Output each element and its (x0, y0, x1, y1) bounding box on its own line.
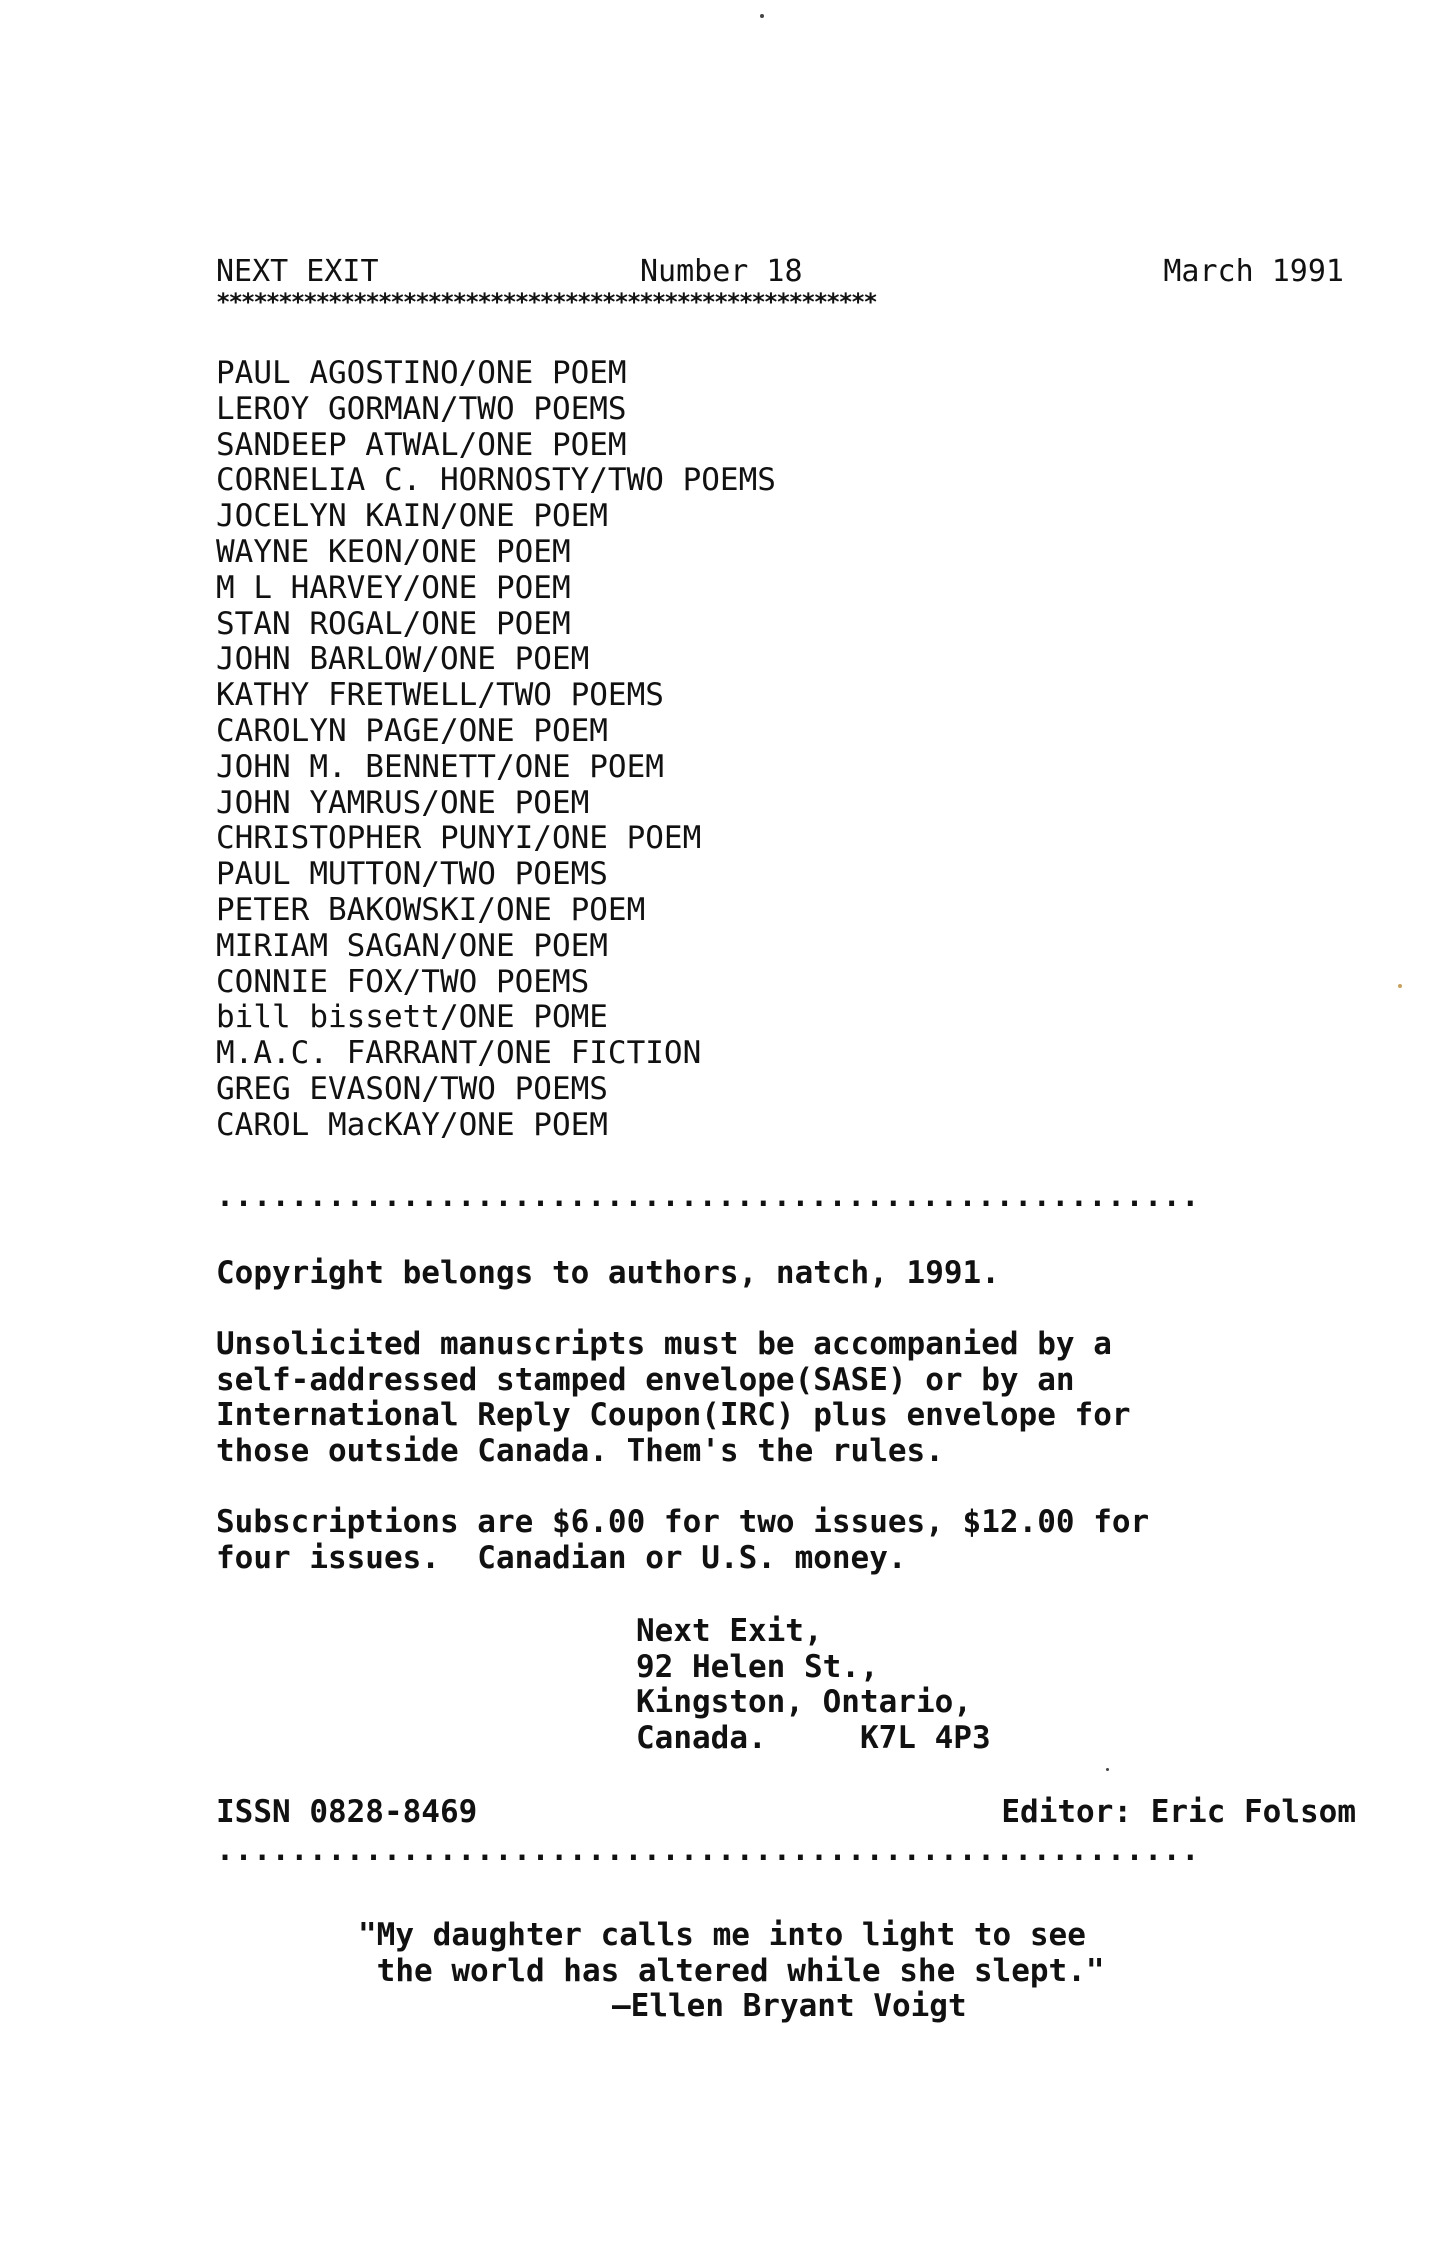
asterisk-rule: ***************************************************** (216, 290, 876, 314)
contents-item: JOCELYN KAIN/ONE POEM (216, 498, 608, 535)
document-page (216, 250, 1356, 2025)
subscription-info: Subscriptions are $6.00 for two issues, $12.00 for four issues. Canadian or U.S. money. (216, 1504, 1150, 1576)
contents-item: JOHN BARLOW/ONE POEM (216, 641, 590, 678)
contents-item: MIRIAM SAGAN/ONE POEM (216, 927, 608, 964)
submission-guidelines: Unsolicited manuscripts must be accompanied by a self-addressed stamped envelope(SASE) or by an International Reply Coupon(IRC) plus envelope for those outside Canada. Them's the rules. (216, 1326, 1131, 1469)
dotted-divider: ..................................................... (216, 1181, 1200, 1212)
contents-item: GREG EVASON/TWO POEMS (216, 1070, 608, 1107)
contents-item: PETER BAKOWSKI/ONE POEM (216, 891, 646, 928)
epigraph-quote: "My daughter calls me into light to see the world has altered while she slept." (358, 1917, 1105, 1989)
dotted-divider: ..................................................... (216, 1836, 1200, 1867)
masthead (216, 250, 1356, 294)
paper-speck (1398, 984, 1402, 988)
contents-item: JOHN YAMRUS/ONE POEM (216, 784, 590, 821)
editor-credit: Editor: Eric Folsom (1001, 1794, 1356, 1831)
contents-item: PAUL MUTTON/TWO POEMS (216, 856, 608, 893)
paper-speck (760, 14, 764, 18)
contents-item: PAUL AGOSTINO/ONE POEM (216, 355, 627, 391)
issn-number: ISSN 0828-8469 (216, 1794, 478, 1831)
contents-item: JOHN M. BENNETT/ONE POEM (216, 748, 664, 785)
issue-number: Number 18 (640, 254, 803, 289)
mailing-address: Next Exit, 92 Helen St., Kingston, Ontario, Canada. K7L 4P3 (636, 1613, 991, 1756)
contents-item: SANDEEP ATWAL/ONE POEM (216, 426, 627, 463)
copyright-notice: Copyright belongs to authors, natch, 1991. (216, 1254, 1000, 1291)
publication-title: NEXT EXIT (216, 254, 379, 289)
contents-item: CAROLYN PAGE/ONE POEM (216, 712, 608, 749)
contents-item: CONNIE FOX/TWO POEMS (216, 963, 590, 1000)
epigraph-attribution: —Ellen Bryant Voigt (612, 1988, 967, 2025)
contents-item: KATHY FRETWELL/TWO POEMS (216, 677, 664, 714)
contents-item: CAROL MacKAY/ONE POEM (216, 1106, 608, 1143)
contents-item: bill bissett/ONE POME (216, 999, 608, 1036)
contents-item: STAN ROGAL/ONE POEM (216, 605, 571, 642)
contents-item: WAYNE KEON/ONE POEM (216, 533, 571, 570)
contents-item: CORNELIA C. HORNOSTY/TWO POEMS (216, 462, 776, 499)
issue-date: March 1991 (1163, 254, 1344, 289)
contents-item: M L HARVEY/ONE POEM (216, 569, 571, 606)
contents-item: M.A.C. FARRANT/ONE FICTION (216, 1035, 702, 1072)
contents-list (216, 356, 1356, 1144)
contents-item: CHRISTOPHER PUNYI/ONE POEM (216, 820, 702, 857)
colophon-row (216, 1792, 1356, 1832)
contents-item: LEROY GORMAN/TWO POEMS (216, 390, 627, 427)
